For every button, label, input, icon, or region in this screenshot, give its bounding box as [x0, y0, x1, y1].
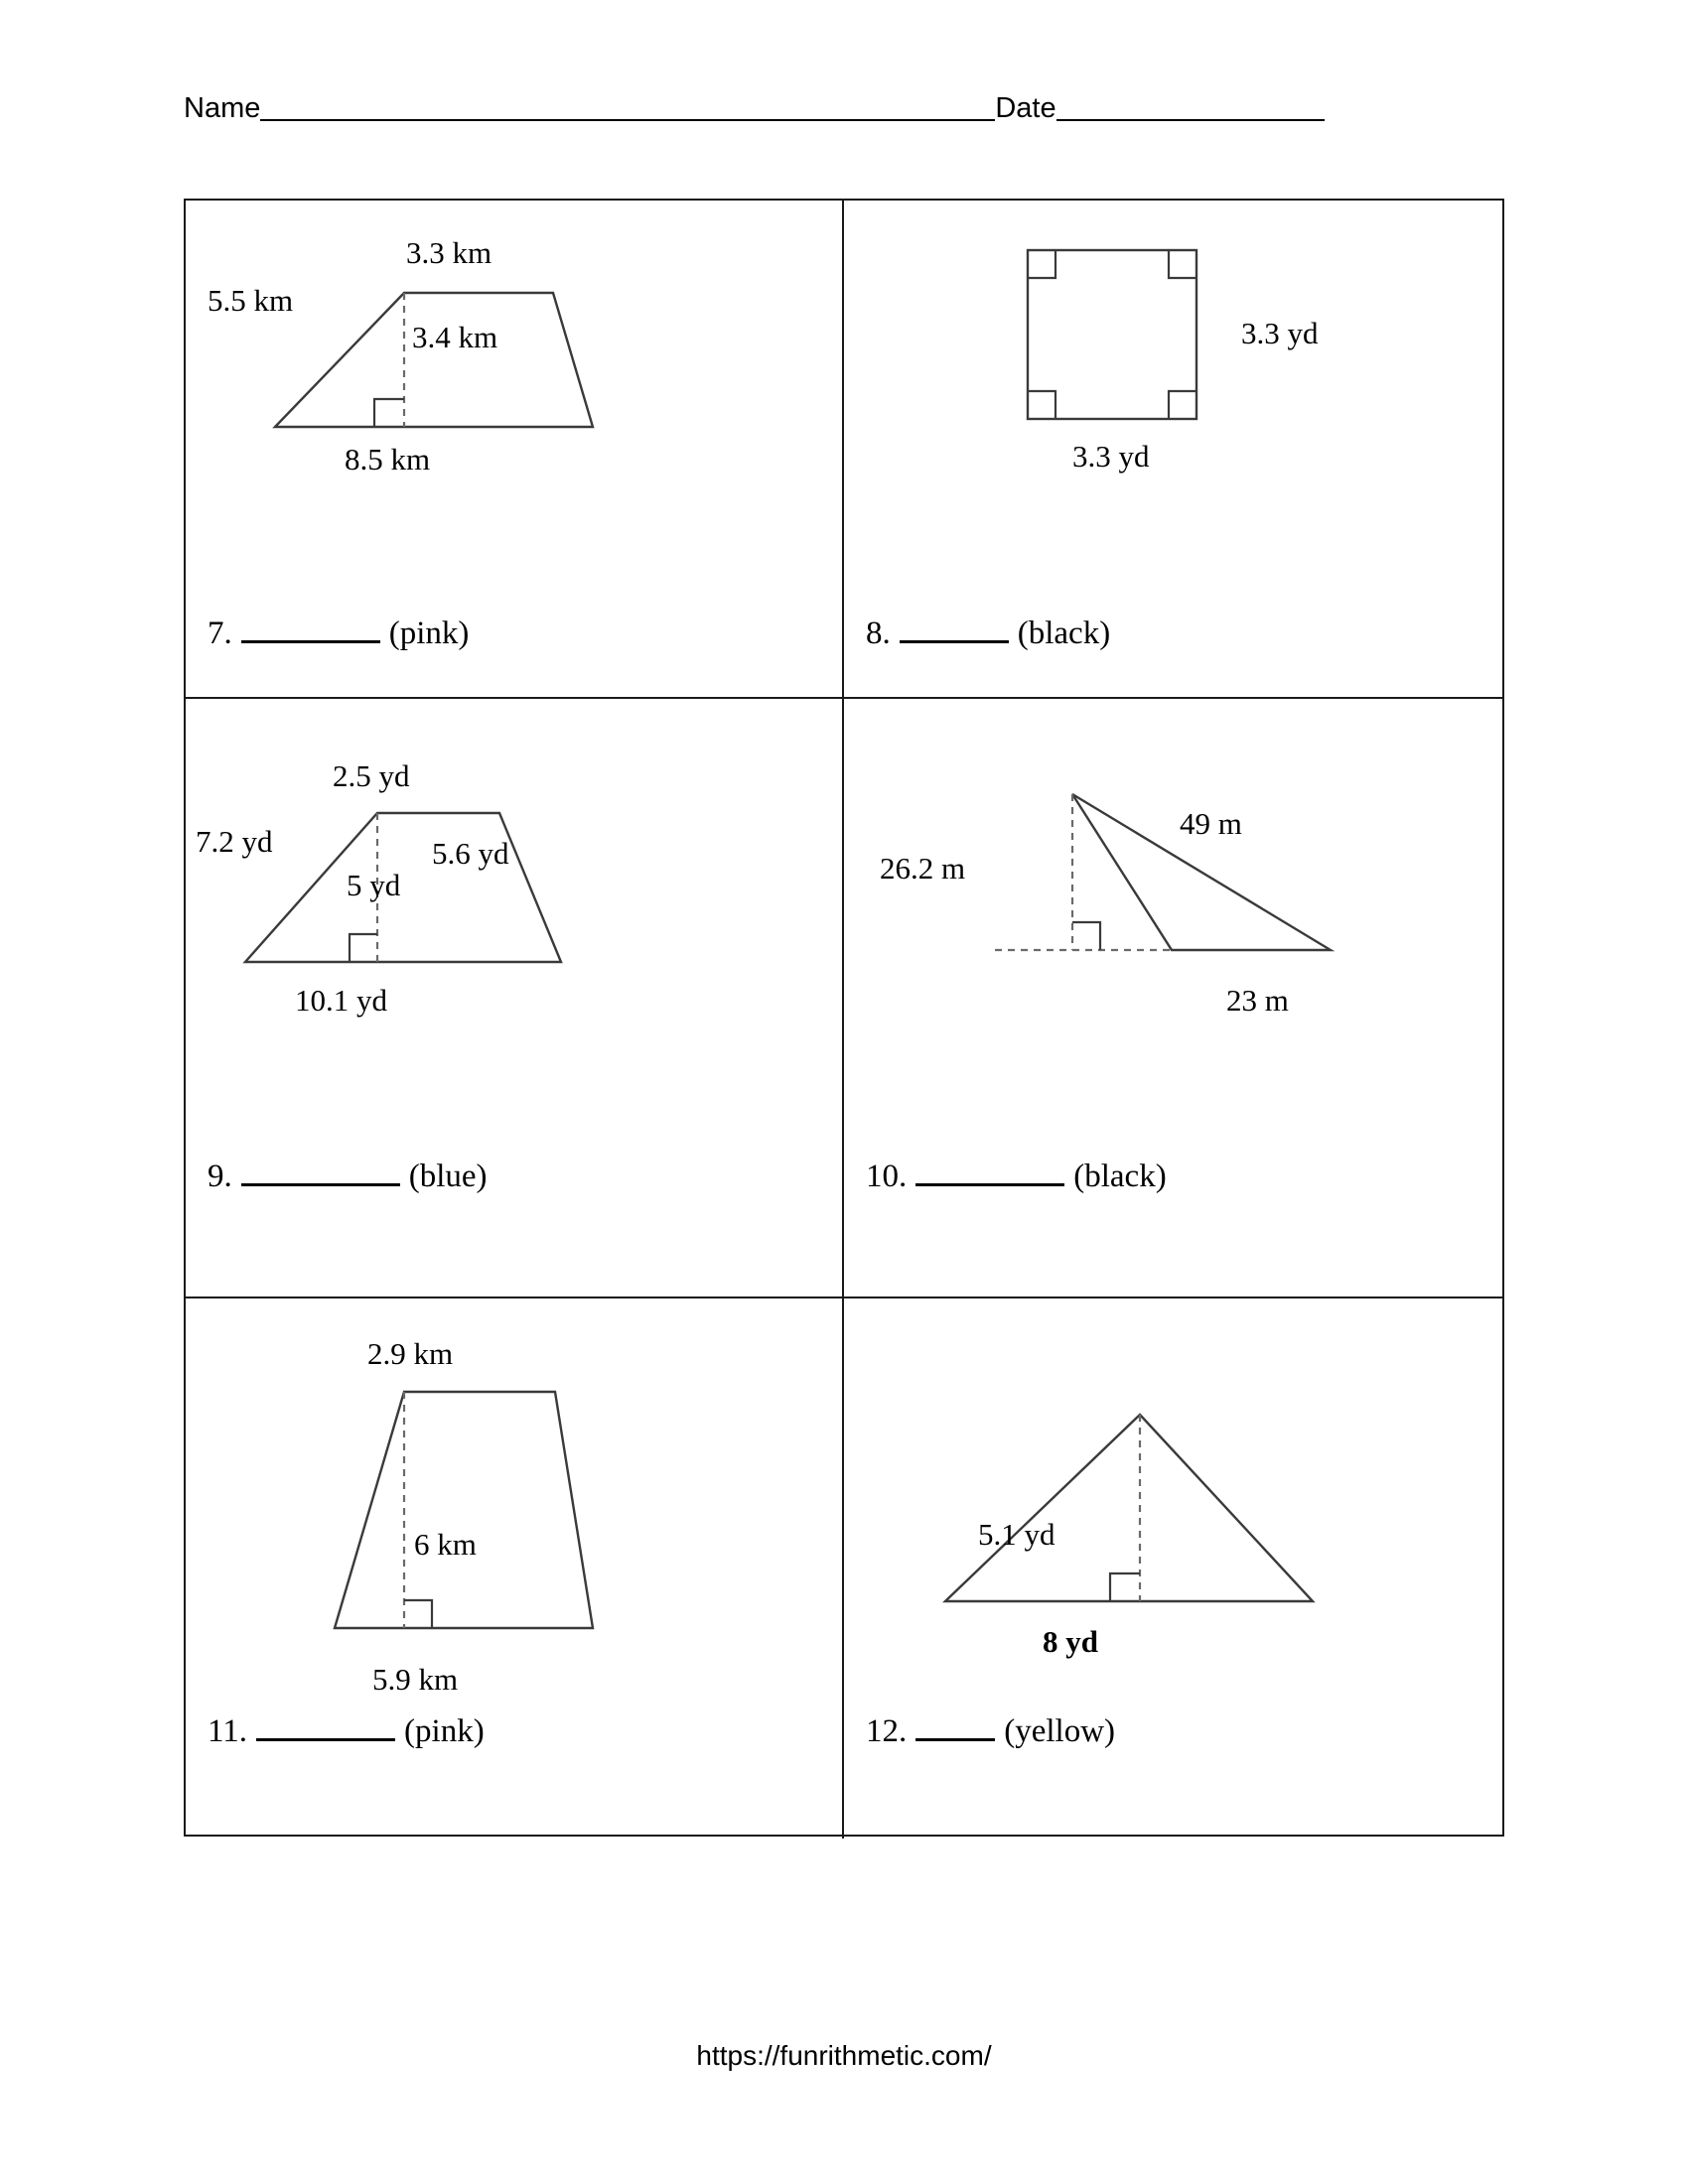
- label-height-9: 5 yd: [347, 868, 401, 902]
- answer-color-12: (yellow): [1004, 1713, 1116, 1749]
- figure-triangle-12: [933, 1403, 1331, 1621]
- label-height-10: 26.2 m: [880, 851, 966, 886]
- problem-cell-10: [844, 699, 1502, 1298]
- problem-cell-7: [186, 201, 844, 699]
- answer-blank-8[interactable]: [900, 640, 1009, 643]
- answer-blank-9[interactable]: [241, 1183, 400, 1186]
- answer-color-8: (black): [1017, 615, 1111, 651]
- problem-number-12: 12.: [866, 1713, 908, 1749]
- answer-row-12: [866, 1715, 1115, 1748]
- label-bottom-8: 3.3 yd: [1072, 439, 1150, 474]
- answer-row-11: [208, 1715, 485, 1748]
- problem-number-7: 7.: [208, 615, 232, 651]
- label-top-7: 3.3 km: [406, 235, 492, 270]
- problem-cell-12: [844, 1298, 1502, 1839]
- label-height-12: 5.1 yd: [978, 1517, 1055, 1552]
- label-base-12: 8 yd: [1043, 1624, 1098, 1659]
- problem-cell-11: [186, 1298, 844, 1839]
- answer-color-9: (blue): [408, 1159, 488, 1194]
- answer-row-10: [866, 1160, 1167, 1193]
- answer-blank-10[interactable]: [915, 1183, 1064, 1186]
- answer-blank-11[interactable]: [256, 1738, 395, 1741]
- figure-trapezoid-11: [295, 1380, 593, 1648]
- date-blank-line[interactable]: [1056, 119, 1325, 121]
- answer-color-10: (black): [1073, 1159, 1167, 1194]
- worksheet-header: [184, 94, 1475, 125]
- date-label: Date: [995, 92, 1056, 124]
- label-bottom-9: 10.1 yd: [295, 983, 387, 1018]
- label-top-11: 2.9 km: [367, 1336, 454, 1371]
- label-hypotenuse-10: 49 m: [1180, 806, 1242, 841]
- name-blank-line[interactable]: [260, 119, 995, 121]
- answer-blank-7[interactable]: [241, 640, 380, 643]
- figure-square-8: [1018, 240, 1216, 429]
- name-label: Name: [184, 92, 261, 124]
- answer-color-11: (pink): [404, 1713, 485, 1749]
- label-height-11: 6 km: [414, 1527, 477, 1562]
- label-right-side-8: 3.3 yd: [1241, 316, 1319, 350]
- problem-number-11: 11.: [208, 1713, 248, 1749]
- figure-triangle-10: [933, 776, 1350, 975]
- answer-row-8: [866, 617, 1110, 650]
- problem-number-9: 9.: [208, 1159, 232, 1194]
- label-left-side-7: 5.5 km: [208, 283, 294, 318]
- answer-blank-12[interactable]: [915, 1738, 995, 1741]
- problem-grid: [184, 199, 1504, 1837]
- label-bottom-7: 8.5 km: [345, 442, 431, 477]
- label-top-9: 2.5 yd: [333, 758, 410, 793]
- label-height-7: 3.4 km: [412, 320, 498, 354]
- problem-number-10: 10.: [866, 1159, 908, 1194]
- label-base-10: 23 m: [1226, 983, 1289, 1018]
- label-right-side-9: 5.6 yd: [432, 836, 509, 871]
- answer-color-7: (pink): [388, 615, 470, 651]
- problem-cell-8: [844, 201, 1502, 699]
- label-bottom-11: 5.9 km: [372, 1662, 459, 1697]
- problem-number-8: 8.: [866, 615, 891, 651]
- answer-row-9: [208, 1160, 488, 1193]
- answer-row-7: [208, 617, 469, 650]
- figure-trapezoid-9: [233, 793, 571, 982]
- label-left-side-9: 7.2 yd: [196, 824, 273, 859]
- footer-url[interactable]: https://funrithmetic.com/: [696, 2040, 992, 2071]
- problem-cell-9: [186, 699, 844, 1298]
